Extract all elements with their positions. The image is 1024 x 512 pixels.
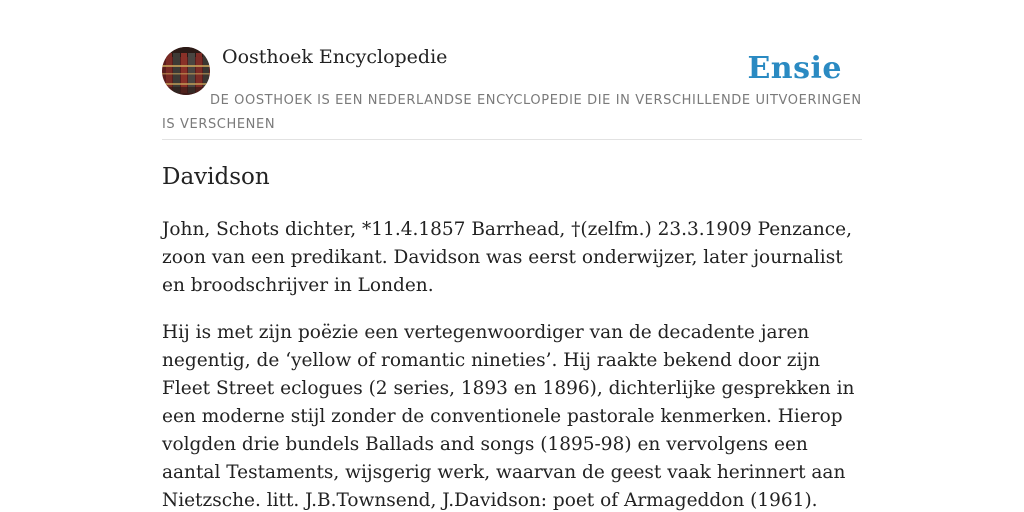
entry-paragraph: John, Schots dichter, *11.4.1857 Barrhead, †(zelfm.) 23.3.1909 Penzance, zoon van een predikant. Davidson was eerst onderwijzer, later journalist en broodschrijver in Londen. xyxy=(162,219,852,296)
book-spines-icon xyxy=(162,47,210,95)
header-divider xyxy=(162,139,862,140)
source-tagline: DE OOSTHOEK IS EEN NEDERLANDSE ENCYCLOPEDIE DIE IN VERSCHILLENDE UITVOERINGEN IS VERSCHENEN xyxy=(162,93,862,132)
entry-paragraph: Hij is met zijn poëzie een vertegenwoordiger van de decadente jaren negentig, de ‘yellow of romantic nineties’. Hij raakte bekend door zijn Fleet Street eclogues (2 series, 1893 en 1896), dichterlijke gesprekken in een moderne stijl zonder de conventionele pastorale kenmerken. Hierop volgden drie bundels Ballads and songs (1895-98) en vervolgens een aantal Testaments, wijsgerig werk, waarvan de geest vaak herinnert aan Nietzsche. litt. J.B.Townsend, J.Davidson: poet of Armageddon (1961). xyxy=(162,322,855,511)
brand-logo[interactable]: Ensie xyxy=(747,51,842,86)
entry-title: Davidson xyxy=(162,164,270,190)
source-avatar[interactable] xyxy=(162,47,210,95)
source-title[interactable]: Oosthoek Encyclopedie xyxy=(222,46,448,68)
